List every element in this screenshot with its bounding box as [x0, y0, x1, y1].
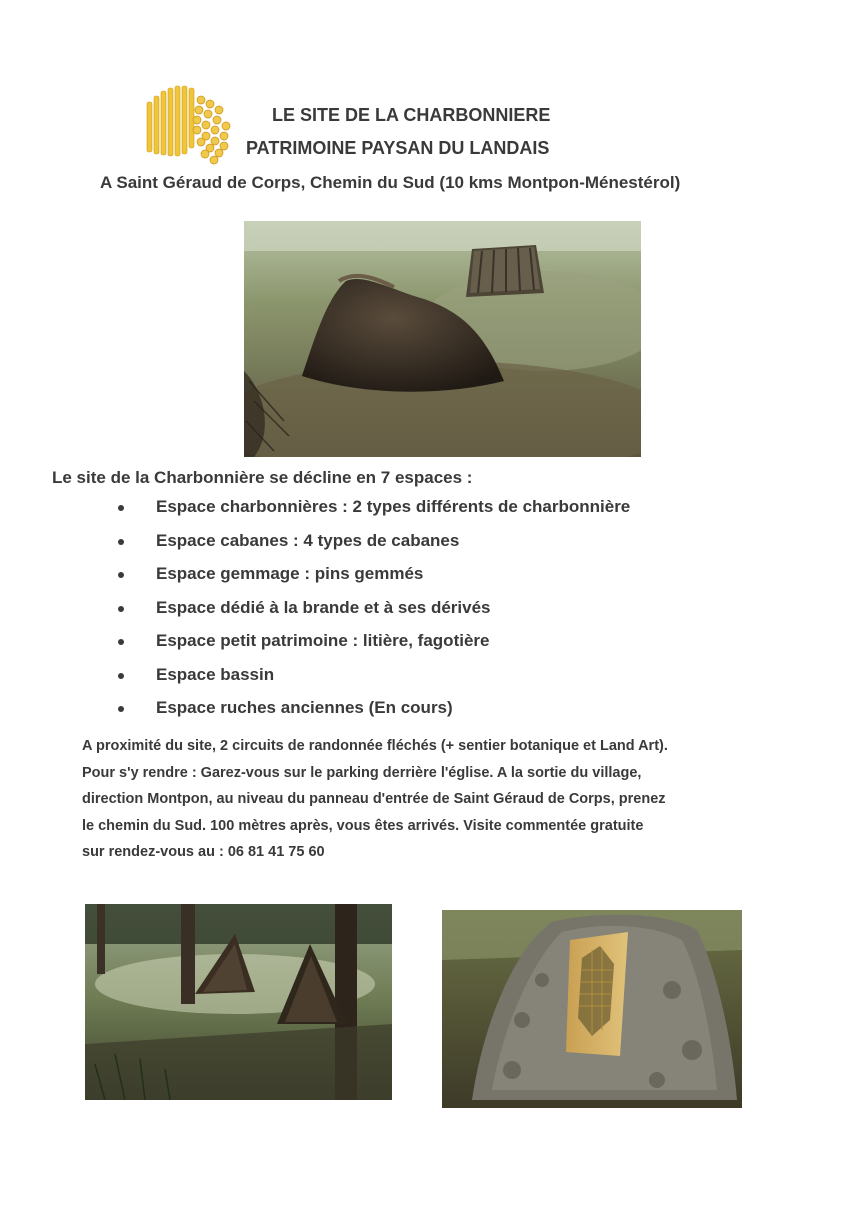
bullet-icon — [118, 673, 124, 679]
charcoal-kiln-photo — [244, 221, 641, 457]
list-item: Espace bassin — [0, 665, 841, 699]
paragraph-line: Pour s'y rendre : Garez-vous sur le parking derrière l'église. A la sortie du village, — [82, 764, 642, 781]
list-item: Espace gemmage : pins gemmés — [0, 564, 841, 598]
page-title: LE SITE DE LA CHARBONNIERE — [272, 105, 551, 125]
paragraph-line: le chemin du Sud. 100 mètres après, vous êtes arrivés. Visite commentée gratuite — [82, 817, 644, 834]
bullet-icon — [118, 606, 124, 612]
list-item: Espace dédié à la brande et à ses dérivés — [0, 598, 841, 632]
spaces-intro: Le site de la Charbonnière se décline en 7 espaces : — [52, 468, 473, 487]
bullet-icon — [118, 505, 124, 511]
access-info-paragraph — [82, 733, 802, 866]
page-subtitle: PATRIMOINE PAYSAN DU LANDAIS — [246, 138, 550, 158]
location-line: A Saint Géraud de Corps, Chemin du Sud (10 kms Montpon-Ménestérol) — [100, 173, 681, 192]
phone-line: sur rendez-vous au : 06 81 41 75 60 — [82, 844, 325, 860]
list-item: Espace ruches anciennes (En cours) — [0, 698, 841, 732]
cabanes-photo — [85, 904, 392, 1100]
list-item: Espace petit patrimoine : litière, fagotière — [0, 631, 841, 665]
list-item: Espace charbonnières : 2 types différents de charbonnière — [0, 497, 841, 531]
paragraph-line: A proximité du site, 2 circuits de randonnée fléchés (+ sentier botanique et Land Art). — [82, 738, 668, 754]
paragraph-line: direction Montpon, au niveau du panneau d'entrée de Saint Géraud de Corps, prenez — [82, 791, 666, 807]
bullet-icon — [118, 539, 124, 545]
list-item: Espace cabanes : 4 types de cabanes — [0, 531, 841, 565]
spaces-list — [0, 497, 841, 732]
bullet-icon — [118, 639, 124, 645]
bullet-icon — [118, 572, 124, 578]
honeycomb-logo-icon — [135, 80, 240, 168]
kiln-panel-photo — [442, 910, 742, 1108]
bullet-icon — [118, 706, 124, 712]
